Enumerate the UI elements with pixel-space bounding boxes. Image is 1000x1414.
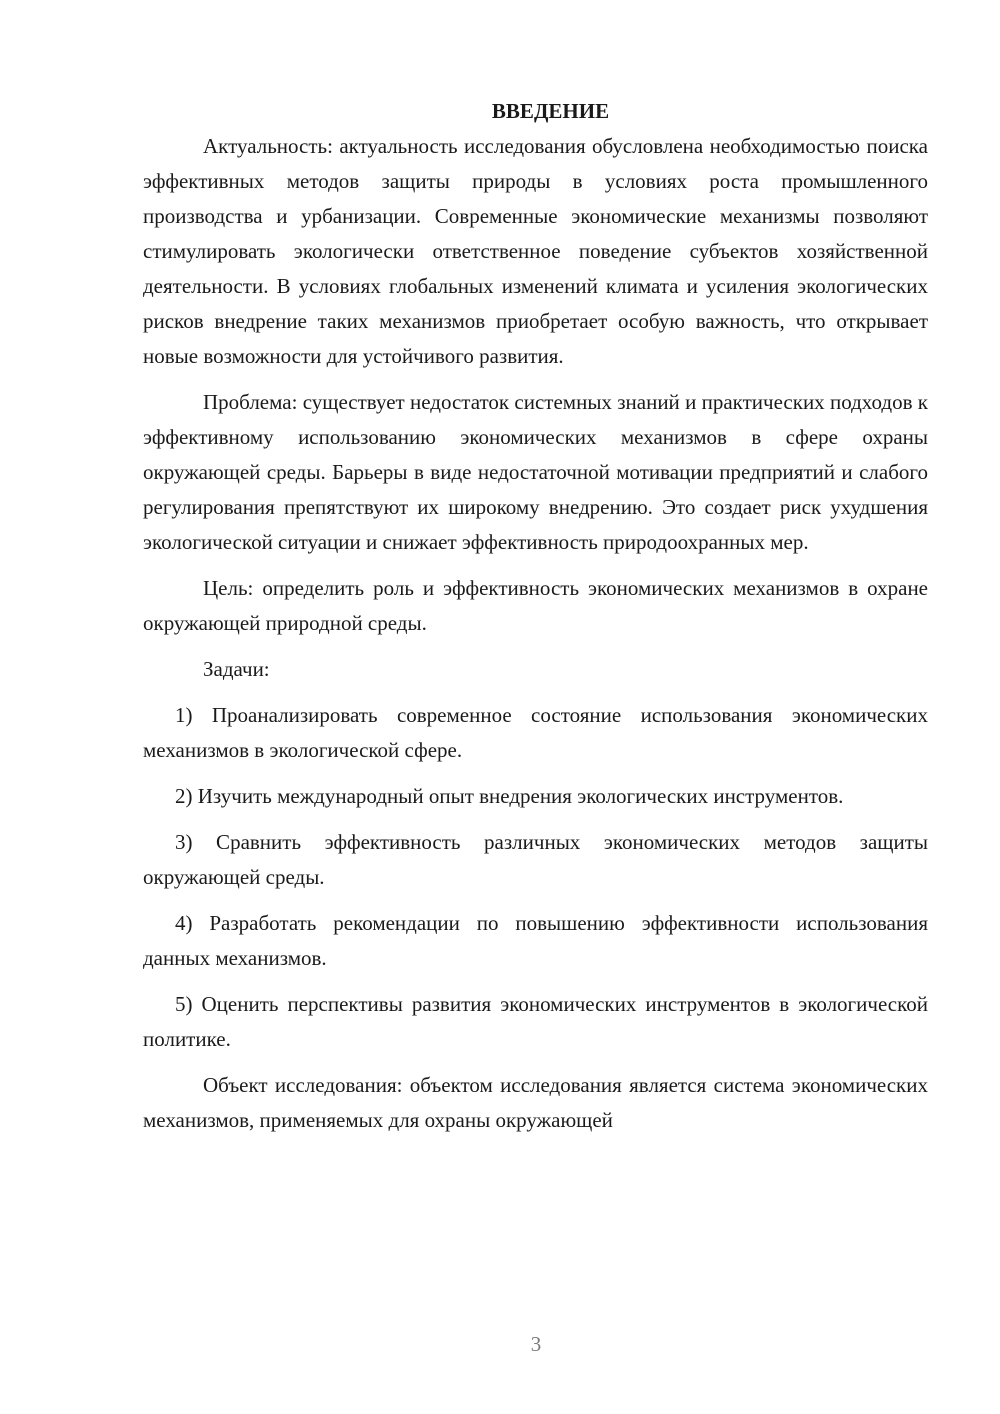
document-page [143, 94, 928, 1138]
goal-paragraph: Цель: определить роль и эффективность экономических механизмов в охране окружающей природной среды. [143, 576, 928, 635]
task-item-3: 3) Сравнить эффективность различных экономических методов защиты окружающей среды. [143, 830, 928, 889]
task-item-1: 1) Проанализировать современное состояние использования экономических механизмов в экологической сфере. [143, 703, 928, 762]
tasks-heading: Задачи: [203, 657, 270, 681]
task-item-4: 4) Разработать рекомендации по повышению эффективности использования данных механизмов. [143, 911, 928, 970]
problem-paragraph: Проблема: существует недостаток системных знаний и практических подходов к эффективному использованию экономических механизмов в сфере охраны окружающей среды. Барьеры в виде недостаточной мотивации предприятий и слабого регулирования препятствуют их широкому внедрению. Это создает риск ухудшения экологической ситуации и снижает эффективность природоохранных мер. [143, 390, 928, 554]
task-item-2: 2) Изучить международный опыт внедрения экологических инструментов. [175, 784, 844, 808]
task-item-5: 5) Оценить перспективы развития экономических инструментов в экологической политике. [143, 992, 928, 1051]
section-title: ВВЕДЕНИЕ [491, 99, 610, 123]
relevance-paragraph: Актуальность: актуальность исследования обусловлена необходимостью поиска эффективных методов защиты природы в условиях роста промышленного производства и урбанизации. Современные экономические механизмы позволяют стимулировать экологически ответственное поведение субъектов хозяйственной деятельности. В условиях глобальных изменений климата и усиления экологических рисков внедрение таких механизмов приобретает особую важность, что открывает новые возможности для устойчивого развития. [143, 134, 928, 368]
page-number: 3 [530, 1332, 542, 1356]
object-paragraph: Объект исследования: объектом исследования является система экономических механизмов, применяемых для охраны окружающей [143, 1073, 928, 1132]
